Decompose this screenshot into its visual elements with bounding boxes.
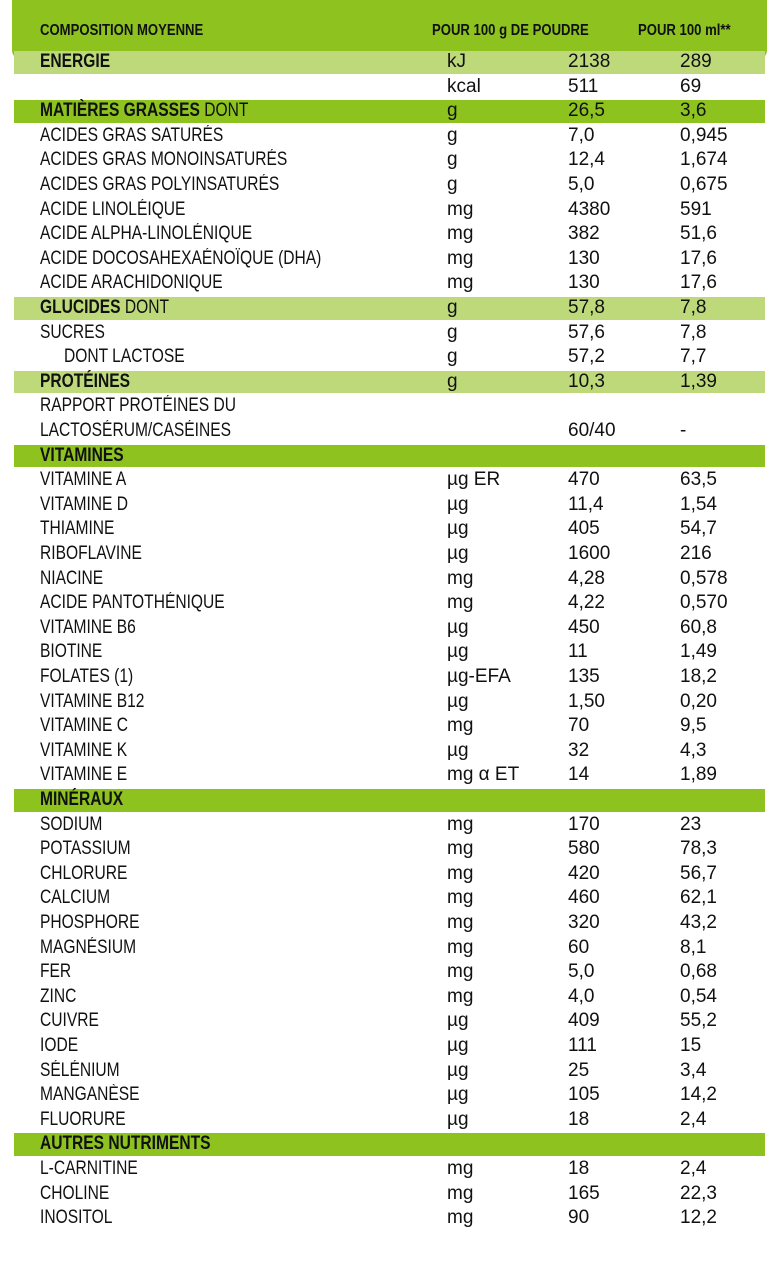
value-per-100g: 405 [568,518,600,540]
table-row [0,75,779,100]
row-label: GLUCIDES DONT [40,297,169,318]
value-per-100ml: 62,1 [680,887,717,909]
value-per-100ml: 69 [680,75,702,97]
value-per-100ml: 0,20 [680,690,717,712]
row-label: FLUORURE [40,1108,126,1130]
row-unit: kJ [447,51,466,72]
table-row [0,665,779,690]
row-label: MINÉRAUX [40,789,124,810]
table-row [0,837,779,862]
value-per-100g: 32 [568,739,590,761]
row-label: RAPPORT PROTÉINES DU [40,395,236,417]
row-label-suffix: DONT [120,297,169,318]
header-per-100g-powder: POUR 100 g DE POUDRE [432,22,589,39]
row-label: VITAMINE B6 [40,616,136,638]
value-per-100ml: 289 [680,51,712,72]
row-label: ACIDE LINOLÉIQUE [40,198,186,220]
value-per-100ml: 0,68 [680,961,717,983]
row-unit: mg [447,912,474,933]
value-per-100g: 130 [568,272,600,294]
row-label: PHOSPHORE [40,912,140,933]
row-label: RIBOFLAVINE [40,543,142,564]
row-label: MANGANÈSE [40,1084,140,1106]
row-label: L-CARNITINE [40,1158,138,1179]
row-label: VITAMINE B12 [40,690,145,712]
value-per-100ml: 14,2 [680,1084,717,1106]
row-highlight-band [14,445,765,468]
table-row [0,1182,779,1207]
table-row [0,1157,779,1182]
value-per-100g: 7,0 [568,124,595,146]
value-per-100ml: 0,675 [680,174,728,195]
value-per-100g: 111 [568,1035,597,1056]
row-label: VITAMINES [40,444,124,466]
table-row [0,960,779,985]
row-label: VITAMINE K [40,739,128,761]
value-per-100ml: 43,2 [680,912,717,933]
table-row [0,640,779,665]
row-label: THIAMINE [40,518,115,540]
value-per-100g: 105 [568,1084,600,1106]
row-unit: µg [447,739,469,761]
row-label: CALCIUM [40,887,111,909]
table-row [0,247,779,272]
value-per-100g: 130 [568,247,600,269]
section-row [0,788,779,813]
value-per-100g: 5,0 [568,961,595,983]
row-unit: mg [447,1158,474,1179]
row-unit: mg [447,272,474,294]
value-per-100ml: 1,89 [680,764,717,786]
value-per-100ml: 55,2 [680,1010,717,1032]
row-highlight-band [14,789,765,812]
row-label: ACIDE ALPHA-LINOLÉNIQUE [40,223,253,245]
row-unit: g [447,100,458,122]
value-per-100g: 11,4 [568,493,604,515]
value-per-100ml: 1,54 [680,493,717,515]
row-unit: µg [447,1108,469,1130]
table-row [0,1059,779,1084]
row-label: CUIVRE [40,1010,99,1032]
row-unit: µg ER [447,469,501,491]
section-row [0,296,779,321]
value-per-100ml: 1,674 [680,149,728,171]
row-label: ZINC [40,985,77,1007]
table-row [0,345,779,370]
table-row [0,419,779,444]
value-per-100g: 12,4 [568,149,605,171]
value-per-100ml: 2,4 [680,1108,707,1130]
row-label: ACIDES GRAS POLYINSATURÉS [40,174,280,195]
value-per-100g: 57,6 [568,321,605,343]
table-row [0,222,779,247]
row-label: BIOTINE [40,641,103,663]
value-per-100g: 4,22 [568,592,605,614]
row-unit: mg [447,838,474,860]
table-row [0,763,779,788]
row-unit: µg [447,690,469,712]
row-unit: µg [447,518,469,540]
row-label: PROTÉINES [40,370,131,392]
row-label: SUCRES [40,321,105,343]
row-label-suffix: DONT [199,100,249,122]
value-per-100ml: 56,7 [680,862,717,884]
value-per-100ml: 9,5 [680,715,707,737]
table-row [0,690,779,715]
value-per-100g: 409 [568,1010,600,1032]
row-label: AUTRES NUTRIMENTS [40,1133,211,1155]
section-row [0,50,779,75]
value-per-100g: 60/40 [568,420,616,441]
table-row [0,616,779,641]
row-unit: mg [447,961,474,983]
value-per-100ml: 17,6 [680,272,717,294]
row-unit: g [447,321,458,343]
value-per-100ml: 0,570 [680,592,728,614]
row-unit: µg [447,493,469,515]
value-per-100ml: 0,54 [680,985,717,1007]
row-unit: g [447,174,458,195]
row-label: MATIÈRES GRASSES DONT [40,100,249,122]
value-per-100ml: 1,49 [680,641,717,663]
row-unit: mg [447,985,474,1007]
row-label: ACIDE PANTOTHÉNIQUE [40,592,225,614]
row-label: ENERGIE [40,51,111,72]
table-row [0,591,779,616]
value-per-100ml: 0,578 [680,567,728,589]
value-per-100ml: 216 [680,543,712,564]
table-row [0,1009,779,1034]
table-row [0,1083,779,1108]
value-per-100g: 320 [568,912,600,933]
value-per-100g: 11 [568,641,588,663]
value-per-100g: 70 [568,715,590,737]
table-row [0,739,779,764]
row-label: DONT LACTOSE [64,346,185,368]
table-row [0,271,779,296]
value-per-100g: 14 [568,764,590,786]
value-per-100ml: 2,4 [680,1158,707,1179]
row-unit: mg α ET [447,764,520,786]
table-row [0,1034,779,1059]
value-per-100g: 450 [568,616,600,638]
table-row [0,567,779,592]
table-row [0,394,779,419]
value-per-100ml: 7,7 [680,346,707,368]
value-per-100ml: 1,39 [680,370,717,392]
header-per-100ml: POUR 100 ml** [638,22,731,39]
row-label: ACIDE ARACHIDONIQUE [40,272,223,294]
value-per-100g: 5,0 [568,174,595,195]
row-unit: mg [447,247,474,269]
value-per-100ml: 18,2 [680,666,717,687]
value-per-100ml: 54,7 [680,518,717,540]
table-row [0,714,779,739]
section-row [0,99,779,124]
table-row [0,813,779,838]
table-row [0,173,779,198]
row-highlight-band [14,51,765,74]
value-per-100g: 18 [568,1158,590,1179]
table-row [0,936,779,961]
value-per-100g: 165 [568,1182,600,1204]
value-per-100ml: 8,1 [680,936,707,958]
table-row [0,1206,779,1231]
table-row [0,886,779,911]
value-per-100ml: 60,8 [680,616,717,638]
row-unit: mg [447,1182,474,1204]
table-row [0,468,779,493]
table-row [0,124,779,149]
value-per-100g: 10,3 [568,370,605,392]
row-unit: µg [447,543,469,564]
value-per-100ml: 3,4 [680,1059,707,1081]
row-unit: g [447,370,458,392]
section-row [0,1132,779,1157]
section-row [0,444,779,469]
row-label: SODIUM [40,813,103,835]
value-per-100g: 511 [568,75,599,97]
value-per-100g: 460 [568,887,600,909]
value-per-100g: 2138 [568,51,611,72]
value-per-100g: 26,5 [568,100,605,122]
row-label: CHLORURE [40,862,128,884]
row-label: ACIDES GRAS MONOINSATURÉS [40,149,288,171]
table-row [0,862,779,887]
row-label: INOSITOL [40,1207,113,1229]
value-per-100ml: - [680,420,687,441]
value-per-100ml: 7,8 [680,321,707,343]
row-unit: mg [447,813,474,835]
row-unit: mg [447,715,474,737]
row-label: CHOLINE [40,1182,110,1204]
value-per-100ml: 22,3 [680,1182,717,1204]
value-per-100g: 580 [568,838,600,860]
row-label: SÉLÉNIUM [40,1059,120,1081]
row-label: MAGNÉSIUM [40,936,137,958]
row-unit: µg [447,616,469,638]
value-per-100ml: 15 [680,1035,702,1056]
value-per-100g: 25 [568,1059,590,1081]
value-per-100g: 4380 [568,198,611,220]
value-per-100g: 1600 [568,543,611,564]
value-per-100ml: 7,8 [680,297,707,318]
table-row [0,542,779,567]
row-label: IODE [40,1035,79,1056]
section-row [0,370,779,395]
value-per-100ml: 63,5 [680,469,717,491]
row-label: ACIDES GRAS SATURÉS [40,124,224,146]
value-per-100g: 135 [568,666,600,687]
row-unit: mg [447,936,474,958]
value-per-100g: 420 [568,862,600,884]
row-unit: mg [447,223,474,245]
row-label: FOLATES (1) [40,666,134,687]
value-per-100ml: 12,2 [680,1207,717,1229]
header-composition: COMPOSITION MOYENNE [40,22,204,39]
value-per-100g: 90 [568,1207,590,1229]
row-unit: µg [447,1035,469,1056]
row-unit: µg [447,1084,469,1106]
row-unit: mg [447,567,474,589]
row-unit: mg [447,198,474,220]
value-per-100g: 382 [568,223,600,245]
row-label: NIACINE [40,567,104,589]
value-per-100g: 57,2 [568,346,605,368]
row-label: FER [40,961,72,983]
row-label: POTASSIUM [40,838,131,860]
table-row [0,911,779,936]
value-per-100ml: 4,3 [680,739,707,761]
row-unit: mg [447,862,474,884]
row-unit: µg [447,1010,469,1032]
value-per-100g: 170 [568,813,600,835]
row-unit: mg [447,887,474,909]
row-unit: µg-EFA [447,666,511,687]
value-per-100g: 4,28 [568,567,605,589]
value-per-100g: 4,0 [568,985,595,1007]
row-unit: µg [447,1059,469,1081]
row-label: VITAMINE A [40,469,127,491]
value-per-100g: 18 [568,1108,590,1130]
table-row [0,517,779,542]
table-row [0,493,779,518]
table-row [0,1108,779,1133]
row-label: ACIDE DOCOSAHEXAÉNOÏQUE (DHA) [40,247,322,269]
row-unit: g [447,124,458,146]
row-unit: g [447,346,458,368]
value-per-100ml: 591 [680,198,712,220]
table-row [0,148,779,173]
row-label: LACTOSÉRUM/CASÉINES [40,420,232,441]
value-per-100g: 60 [568,936,590,958]
row-unit: mg [447,592,474,614]
row-label: VITAMINE C [40,715,129,737]
value-per-100ml: 78,3 [680,838,717,860]
value-per-100ml: 23 [680,813,702,835]
value-per-100g: 470 [568,469,600,491]
value-per-100ml: 3,6 [680,100,707,122]
value-per-100ml: 51,6 [680,223,717,245]
row-unit: mg [447,1207,474,1229]
row-unit: g [447,297,458,318]
table-row [0,198,779,223]
table-row [0,985,779,1010]
row-unit: µg [447,641,469,663]
value-per-100g: 1,50 [568,690,605,712]
value-per-100ml: 17,6 [680,247,717,269]
value-per-100ml: 0,945 [680,124,728,146]
row-label: VITAMINE E [40,764,128,786]
value-per-100g: 57,8 [568,297,605,318]
table-row [0,321,779,346]
row-unit: kcal [447,75,481,97]
row-label: VITAMINE D [40,493,129,515]
row-unit: g [447,149,458,171]
